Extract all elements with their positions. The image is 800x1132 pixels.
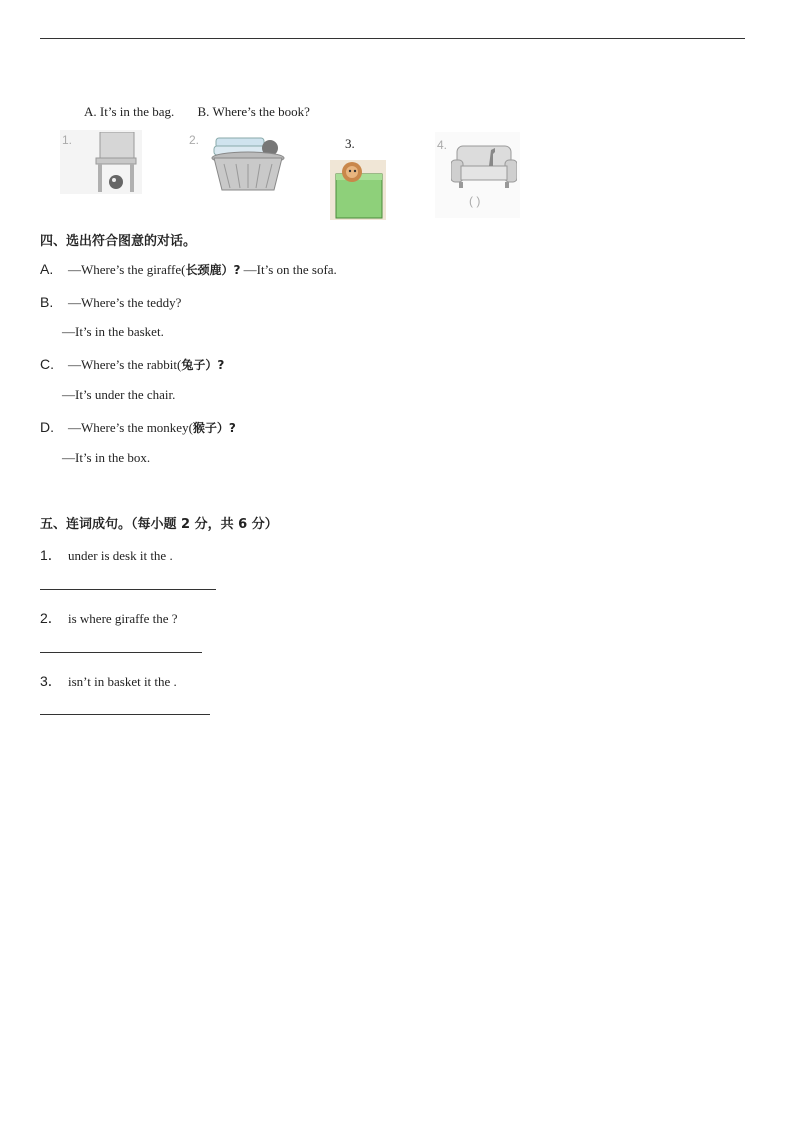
chair-with-toy-icon <box>90 132 140 194</box>
option-b: B. Where’s the book? <box>197 104 310 119</box>
answer-line-3[interactable] <box>40 714 210 715</box>
dialog-a <box>40 261 337 278</box>
picture-1 <box>60 130 142 194</box>
dialog-c-question-zh: 兔子）? <box>181 358 225 372</box>
picture-2-number: 2. <box>189 133 200 147</box>
dialog-b-letter: B. <box>40 294 54 310</box>
dialog-d-question-zh: 猴子）? <box>192 421 236 435</box>
sentence-2 <box>40 608 177 628</box>
picture-4-number: 4. <box>437 138 448 152</box>
dialog-b <box>40 294 181 311</box>
dialog-c-question: —Where’s the rabbit( <box>68 357 182 372</box>
dialog-b-question: —Where’s the teddy? <box>68 295 182 310</box>
picture-4 <box>435 132 520 218</box>
dialog-a-answer: —It’s on the sofa. <box>240 262 337 277</box>
dialog-c-letter: C. <box>40 356 54 372</box>
sentence-1 <box>40 545 173 565</box>
header-rule <box>40 38 745 39</box>
dialog-c <box>40 356 224 373</box>
sentence-2-number: 2． <box>40 610 62 626</box>
dialog-b-answer: —It’s in the basket. <box>62 324 164 339</box>
basket-with-towels-icon <box>210 132 286 194</box>
dialog-a-question: —Where’s the giraffe( <box>68 262 186 277</box>
sentence-1-words: under is desk it the . <box>68 548 173 563</box>
sentence-2-words: is where giraffe the ? <box>68 611 178 626</box>
box-with-teddy-icon <box>330 160 386 220</box>
section-4-title: 四、选出符合图意的对话。 <box>40 234 197 249</box>
answer-line-1[interactable] <box>40 589 216 590</box>
section-5-title: 五、连词成句。（每小题 2 分，共 6 分） <box>40 517 278 532</box>
sentence-3-words: isn’t in basket it the . <box>68 674 177 689</box>
sentence-3-number: 3． <box>40 673 62 689</box>
dialog-d-answer: —It’s in the box. <box>62 450 151 465</box>
dialog-a-question-zh: 长颈鹿）? <box>185 263 241 277</box>
dialog-a-letter: A. <box>40 261 54 277</box>
dialog-d-question: —Where’s the monkey( <box>68 420 193 435</box>
dialog-c-answer: —It’s under the chair. <box>62 387 176 402</box>
sofa-with-giraffe-icon <box>451 142 517 190</box>
picture-4-blank: ( ) <box>469 194 481 208</box>
picture-1-number: 1. <box>62 133 73 147</box>
answer-line-2[interactable] <box>40 652 202 653</box>
dialog-d-letter: D. <box>40 419 54 435</box>
picture-3-number: 3. <box>345 136 355 151</box>
dialog-d <box>40 419 236 436</box>
option-a: A. It’s in the bag. <box>84 104 175 119</box>
picture-2 <box>186 130 286 194</box>
sentence-3 <box>40 671 177 691</box>
sentence-1-number: 1． <box>40 547 62 563</box>
answer-options <box>84 104 310 120</box>
